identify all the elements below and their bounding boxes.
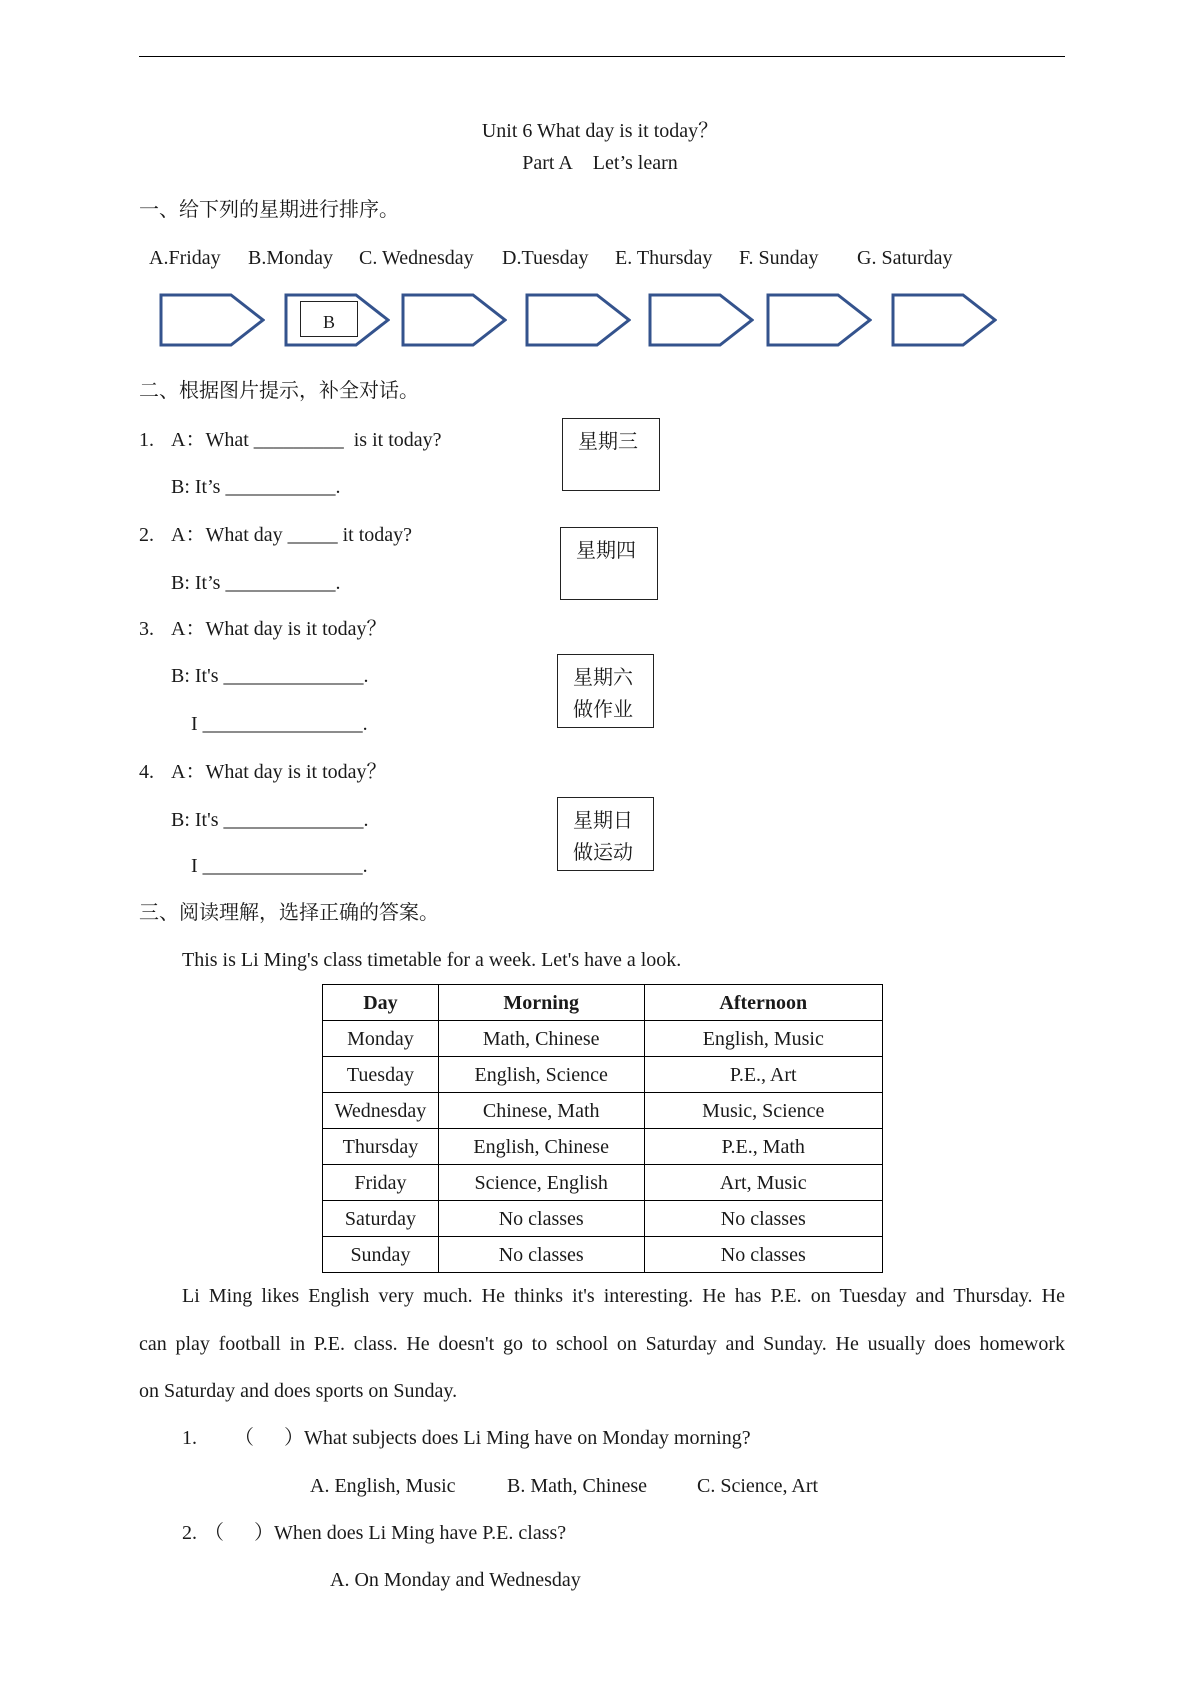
option-sunday: F. Sunday (739, 247, 819, 269)
passage-line: on Saturday and does sports on Sunday. (139, 1380, 458, 1402)
table-row (323, 1021, 883, 1057)
question-number: 4. (139, 761, 154, 783)
cell-afternoon: P.E., Math (644, 1129, 882, 1165)
cell-day: Friday (323, 1165, 439, 1201)
cell-day: Wednesday (323, 1093, 439, 1129)
subtitle-lesson: Let’s learn (592, 152, 678, 174)
answer-option-c: C. Science, Art (697, 1475, 819, 1497)
picture-cue-box (557, 797, 654, 871)
dialogue-line-a: A：What day is it today？ (171, 761, 387, 783)
cell-morning: English, Chinese (438, 1129, 644, 1165)
prefilled-answer-label: B (322, 312, 335, 332)
option-tuesday: D.Tuesday (502, 247, 589, 269)
picture-cue-box (557, 654, 654, 728)
cell-morning: English, Science (438, 1057, 644, 1093)
passage-intro: This is Li Ming's class timetable for a week. Let's have a look. (182, 949, 682, 971)
table-header-row (323, 985, 883, 1021)
cell-day: Monday (323, 1021, 439, 1057)
header-rule (139, 56, 1065, 57)
cell-afternoon: No classes (644, 1201, 882, 1237)
table-row (323, 1201, 883, 1237)
section1-heading: 一、给下列的星期进行排序。 (139, 199, 399, 221)
arrow-shape (650, 295, 752, 345)
sequence-box (159, 293, 265, 347)
sequence-box (766, 293, 872, 347)
cell-afternoon: English, Music (644, 1021, 882, 1057)
table-row (323, 1165, 883, 1201)
question-text: （ ）What subjects does Li Ming have on Monday morning? (234, 1427, 751, 1449)
question-number: 1. (139, 429, 154, 451)
answer-option-b: B. Math, Chinese (507, 1475, 647, 1497)
sequence-box (648, 293, 754, 347)
dialogue-line-a: A：What _________ is it today? (171, 429, 442, 451)
option-thursday: E. Thursday (615, 247, 713, 269)
cue-text: 星期六 (573, 667, 633, 689)
question-number: 2. (139, 524, 154, 546)
question-number: 2. (182, 1522, 197, 1544)
section2-heading: 二、根据图片提示，补全对话。 (139, 380, 419, 402)
passage-line: Li Ming likes English very much. He thinks it's interesting. He has P.E. on Tuesday and Thursday. He (182, 1285, 1065, 1307)
timetable (322, 984, 883, 1273)
cell-day: Tuesday (323, 1057, 439, 1093)
cue-text: 星期四 (576, 540, 636, 562)
column-header-day: Day (323, 985, 439, 1021)
sequence-box (891, 293, 997, 347)
arrow-shape (161, 295, 263, 345)
option-monday: B.Monday (248, 247, 333, 269)
question-text: （ ）When does Li Ming have P.E. class? (204, 1522, 567, 1544)
cell-morning: Math, Chinese (438, 1021, 644, 1057)
dialogue-line-b: B: It’s ___________. (171, 476, 341, 498)
option-saturday: G. Saturday (857, 247, 953, 269)
column-header-afternoon: Afternoon (644, 985, 882, 1021)
page-subtitle (0, 149, 1200, 177)
arrow-shape (893, 295, 995, 345)
page-title: Unit 6 What day is it today？ (481, 120, 719, 142)
sequence-box (401, 293, 507, 347)
picture-cue-box (560, 527, 658, 600)
cell-day: Sunday (323, 1237, 439, 1273)
dialogue-line-i: I ________________. (191, 855, 368, 877)
dialogue-line-b: B: It's ______________. (171, 665, 369, 687)
cell-day: Thursday (323, 1129, 439, 1165)
cell-afternoon: P.E., Art (644, 1057, 882, 1093)
cell-afternoon: Music, Science (644, 1093, 882, 1129)
dialogue-line-a: A：What day is it today？ (171, 618, 387, 640)
question-number: 1. (182, 1427, 197, 1449)
dialogue-line-i: I ________________. (191, 713, 368, 735)
column-header-morning: Morning (438, 985, 644, 1021)
passage-line: can play football in P.E. class. He doesn't go to school on Saturday and Sunday. He usually does homework (139, 1333, 1065, 1355)
option-wednesday: C. Wednesday (359, 247, 474, 269)
arrow-shape (403, 295, 505, 345)
arrow-shape (768, 295, 870, 345)
section3-heading: 三、阅读理解，选择正确的答案。 (139, 902, 439, 924)
cue-text: 做作业 (573, 699, 633, 721)
answer-option-a: A. English, Music (310, 1475, 456, 1497)
table-row (323, 1057, 883, 1093)
cell-morning: Science, English (438, 1165, 644, 1201)
prefilled-answer-box (300, 301, 358, 337)
subtitle-part: Part A (522, 152, 573, 174)
option-friday: A.Friday (149, 247, 221, 269)
cell-morning: No classes (438, 1237, 644, 1273)
cue-text: 星期日 (573, 810, 633, 832)
arrow-shape (527, 295, 629, 345)
cell-afternoon: No classes (644, 1237, 882, 1273)
table-row (323, 1129, 883, 1165)
sequence-box (284, 293, 390, 347)
dialogue-line-a: A：What day _____ it today? (171, 524, 413, 546)
cell-day: Saturday (323, 1201, 439, 1237)
cue-text: 星期三 (578, 431, 638, 453)
cell-afternoon: Art, Music (644, 1165, 882, 1201)
picture-cue-box (562, 418, 660, 491)
sequence-box (525, 293, 631, 347)
dialogue-line-b: B: It's ______________. (171, 809, 369, 831)
cell-morning: Chinese, Math (438, 1093, 644, 1129)
cue-text: 做运动 (573, 842, 633, 864)
dialogue-line-b: B: It’s ___________. (171, 572, 341, 594)
cell-morning: No classes (438, 1201, 644, 1237)
table-row (323, 1237, 883, 1273)
answer-option-a: A. On Monday and Wednesday (330, 1569, 581, 1591)
table-row (323, 1093, 883, 1129)
question-number: 3. (139, 618, 154, 640)
